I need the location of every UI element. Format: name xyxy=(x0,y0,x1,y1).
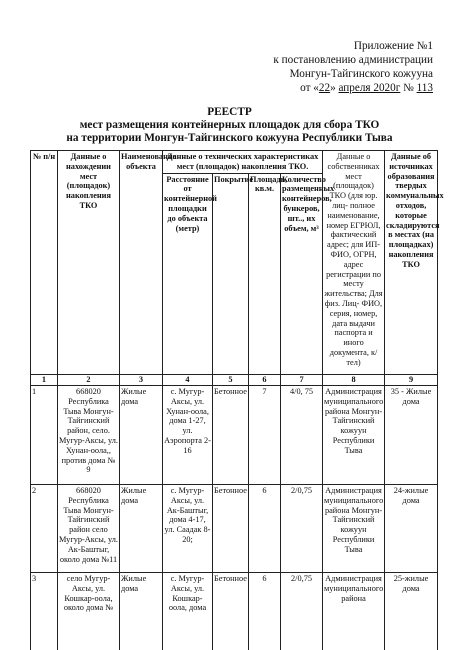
col-number: 3 xyxy=(120,375,163,386)
appendix-line-2: к постановлению администрации xyxy=(273,54,433,66)
col-number: 9 xyxy=(385,375,438,386)
cell-object: Жилые дома xyxy=(120,573,163,650)
cell-distance: с. Мугур-Аксы, ул. Хунан-оола, дома 1-27, ул. Аэропорта 2-16 xyxy=(163,386,213,485)
cell-surface: Бетонное xyxy=(213,386,249,485)
cell-location: 668020 Республика Тыва Монгун-Тайгинский район село Мугур-Аксы, ул. Ак-Баштыг, около дома №11 xyxy=(58,485,120,573)
cell-source: 25-жилые дома xyxy=(385,573,438,650)
cell-distance: с. Мугур-Аксы, ул. Кошкар-оола, дома xyxy=(163,573,213,650)
header-distance: Расстояние от контейнерной площадки до объекта (метр) xyxy=(163,173,213,374)
cell-source: 24-жилые дома xyxy=(385,485,438,573)
col-number: 1 xyxy=(31,375,58,386)
appendix-line-1: Приложение №1 xyxy=(353,40,433,52)
appendix-date-line xyxy=(273,81,433,95)
cell-surface: Бетонное xyxy=(213,573,249,650)
cell-distance: с. Мугур-Аксы, ул. Ак-Баштыг, дома 4-17, ул. Саадак 8-20; xyxy=(163,485,213,573)
cell-area: 7 xyxy=(249,386,281,485)
cell-containers: 4/0, 75 xyxy=(281,386,323,485)
col-number: 7 xyxy=(281,375,323,386)
title-line-2: мест размещения контейнерных площадок для сбора ТКО xyxy=(79,119,380,131)
col-number: 2 xyxy=(58,375,120,386)
cell-owner: Администрация муниципального района Монгун-Тайгинский кожуун Республики Тыва xyxy=(323,386,385,485)
cell-owner: Администрация муниципального района Монгун-Тайгинский кожуун Республики Тыва xyxy=(323,485,385,573)
column-number-row xyxy=(31,375,438,386)
cell-num: 2 xyxy=(31,485,58,573)
cell-area: 6 xyxy=(249,573,281,650)
date-month-year: апреля 2020г xyxy=(338,82,401,94)
cell-containers: 2/0,75 xyxy=(281,485,323,573)
col-number: 6 xyxy=(249,375,281,386)
col-number: 8 xyxy=(323,375,385,386)
header-containers: Количество размещенных контейнеров, бункеров, шт.., их объем, м³ xyxy=(281,173,323,374)
appendix-block xyxy=(273,39,433,95)
cell-location: 668020 Республика Тыва Монгун-Тайгинский район, село. Мугур-Аксы, ул. Хунан-оола,, против дома № 9 xyxy=(58,386,120,485)
title-line-1: РЕЕСТР xyxy=(207,106,252,118)
header-location: Данные о нахождении мест (площадок) накопления ТКО xyxy=(58,151,120,375)
cell-num: 1 xyxy=(31,386,58,485)
cell-object: Жилые дома xyxy=(120,386,163,485)
header-num: № п/н xyxy=(31,151,58,375)
registry-table xyxy=(30,150,444,650)
cell-owner: Администрация муниципального района xyxy=(323,573,385,650)
date-mid: » xyxy=(330,82,336,94)
cell-source: 35 - Жилые дома xyxy=(385,386,438,485)
header-surface: Покрытие xyxy=(213,173,249,374)
table-row xyxy=(31,485,438,573)
header-area: Площадь, кв.м. xyxy=(249,173,281,374)
header-object-name: Наименование объекта xyxy=(120,151,163,375)
col-number: 5 xyxy=(213,375,249,386)
header-row-1 xyxy=(31,151,438,174)
decree-number: 113 xyxy=(416,82,433,94)
appendix-line-3: Монгун-Тайгинского кожууна xyxy=(289,68,433,80)
cell-area: 6 xyxy=(249,485,281,573)
title-line-3: на территории Монгун-Тайгинского кожууна Республики Тыва xyxy=(66,132,393,144)
cell-location: село Мугур-Аксы, ул. Кошкар-оола, около дома № xyxy=(58,573,120,650)
header-owners: Данные о собственниках мест (площадок) ТКО (для юр. лиц- полное наименование, номер ЕГРЮЛ, фактический адрес; для ИП-ФИО, ОГРН, адрес регистрации по месту жительства; Для физ. Лиц- ФИО, серия, номер, дата выдачи паспорта и иного документа, к/тел) xyxy=(323,151,385,375)
header-sources: Данные об источниках образования твердых коммунальных отходов, которые складируются в местах (на площадках) накопления ТКО xyxy=(385,151,438,375)
table-row xyxy=(31,386,438,485)
number-prefix: № xyxy=(403,82,414,94)
date-day: 22 xyxy=(318,82,331,94)
cell-surface: Бетонное xyxy=(213,485,249,573)
col-number: 4 xyxy=(163,375,213,386)
cell-object: Жилые дома xyxy=(120,485,163,573)
date-prefix: от « xyxy=(300,82,319,94)
table-row xyxy=(31,573,438,650)
cell-num: 3 xyxy=(31,573,58,650)
header-tech: Данные о технических характеристиках мест (площадок) накопления ТКО. xyxy=(163,151,323,174)
document-title xyxy=(0,106,459,145)
cell-containers: 2/0,75 xyxy=(281,573,323,650)
